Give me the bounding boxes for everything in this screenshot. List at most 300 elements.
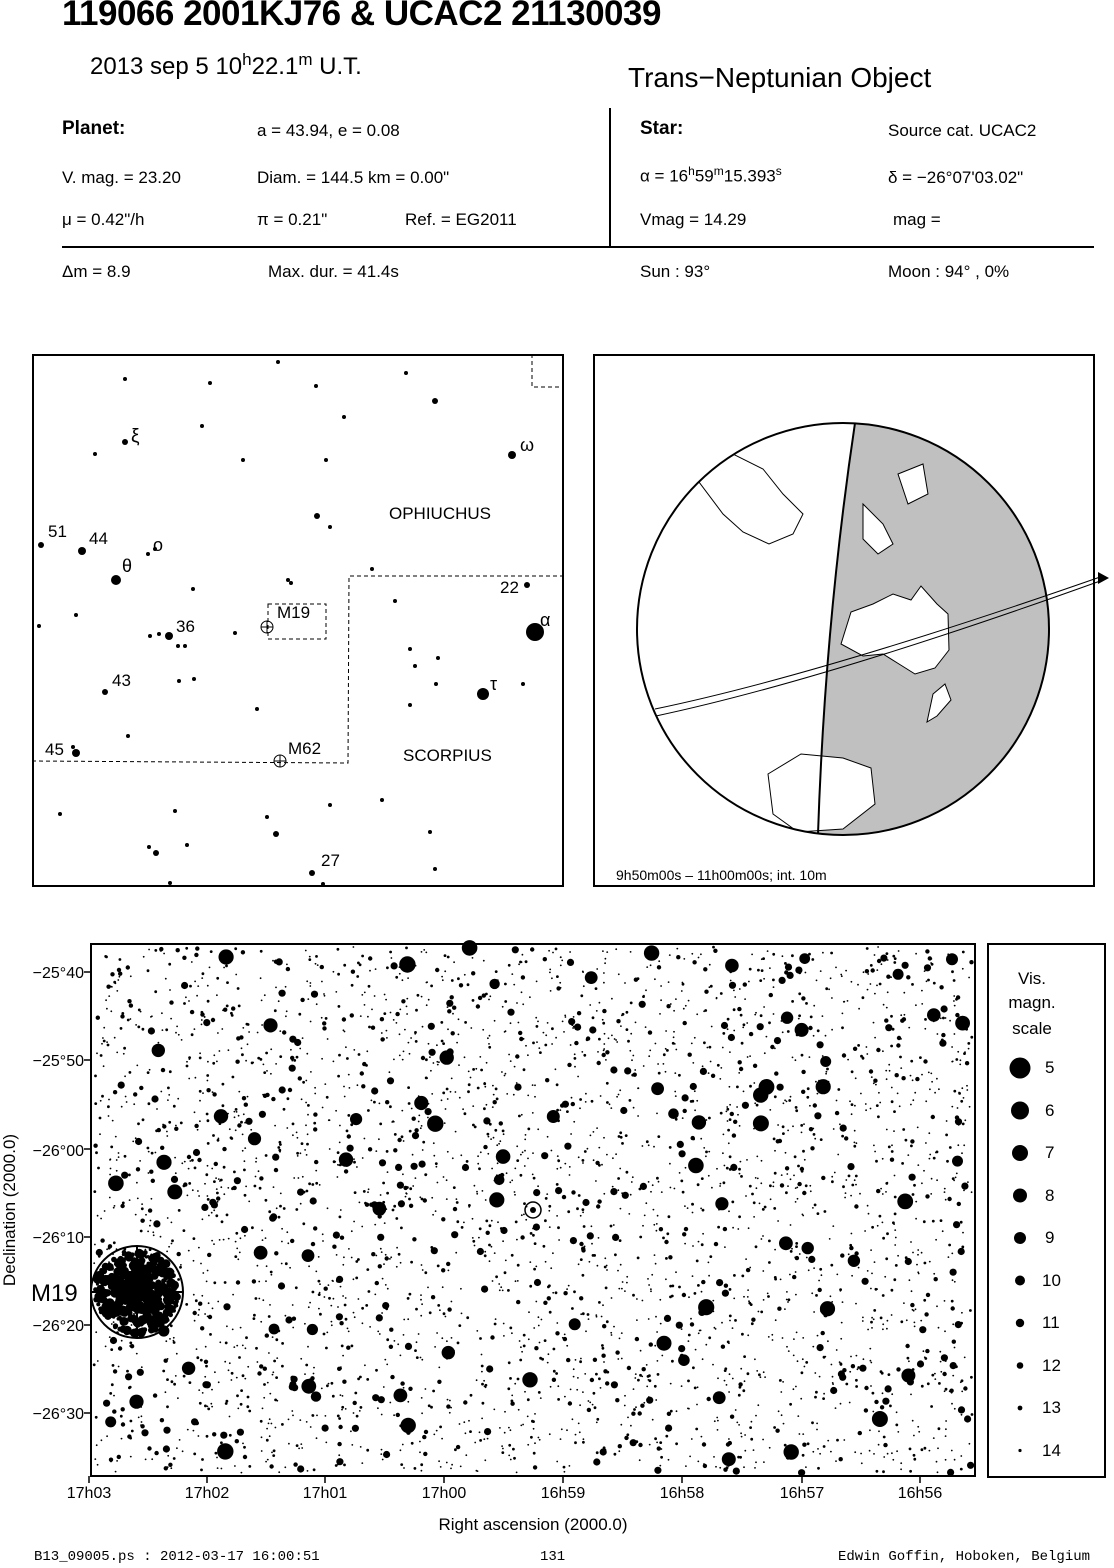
field-star <box>424 1271 427 1274</box>
field-star <box>245 1118 252 1125</box>
field-star <box>112 1364 115 1367</box>
field-star <box>880 1188 882 1190</box>
field-star <box>704 990 708 994</box>
field-star <box>224 1281 227 1284</box>
field-star <box>416 1341 418 1343</box>
field-star <box>126 965 130 969</box>
field-star <box>313 1468 316 1471</box>
field-star <box>431 1093 433 1095</box>
field-star <box>563 1031 565 1033</box>
field-star <box>207 1316 209 1318</box>
field-star <box>196 1348 198 1350</box>
field-star <box>520 1235 524 1239</box>
field-star <box>378 1138 380 1140</box>
field-star <box>676 948 678 950</box>
field-star <box>215 1214 218 1217</box>
field-star <box>840 1363 843 1366</box>
field-star <box>955 1118 962 1125</box>
field-star <box>721 1022 728 1029</box>
field-star <box>602 1019 604 1021</box>
cluster-star <box>160 1315 169 1324</box>
field-star <box>747 1289 749 1291</box>
field-star <box>236 1345 238 1347</box>
field-star <box>691 1136 695 1140</box>
field-star <box>820 1301 835 1316</box>
field-star <box>572 1418 574 1420</box>
field-star <box>468 1071 470 1073</box>
field-star <box>383 1263 385 1265</box>
field-star <box>913 1435 915 1437</box>
field-star <box>956 995 960 999</box>
field-star <box>119 958 122 961</box>
field-star <box>867 1329 869 1331</box>
field-star <box>734 996 736 998</box>
field-star <box>381 1414 383 1416</box>
field-star <box>527 1054 529 1056</box>
field-star <box>841 1026 844 1029</box>
field-star <box>177 1252 181 1256</box>
field-star <box>968 1048 970 1050</box>
delta-mag: Δm = 8.9 <box>62 262 131 281</box>
field-star <box>336 1313 343 1320</box>
field-star <box>437 1304 440 1307</box>
field-star <box>176 1353 178 1355</box>
field-star <box>757 1178 759 1180</box>
field-star <box>618 1288 620 1290</box>
field-star <box>596 1316 598 1318</box>
legend-dot <box>1010 1058 1031 1079</box>
field-star <box>322 1240 324 1242</box>
field-star <box>936 1461 938 1463</box>
field-star <box>389 1105 392 1108</box>
field-star <box>598 1237 600 1239</box>
field-star <box>151 1198 153 1200</box>
field-star <box>842 1185 845 1188</box>
field-star <box>504 1000 507 1003</box>
field-star <box>894 1213 897 1216</box>
field-star <box>329 1148 331 1150</box>
field-star <box>723 1468 727 1472</box>
field-star <box>910 1145 913 1148</box>
cluster-star <box>115 1263 117 1265</box>
field-star <box>348 1074 350 1076</box>
field-star <box>105 1416 116 1427</box>
field-star <box>855 1379 858 1382</box>
field-star <box>456 1445 460 1449</box>
field-star <box>590 1378 594 1382</box>
field-star <box>501 1071 503 1073</box>
map-star <box>428 830 432 834</box>
cluster-star <box>171 1273 176 1278</box>
field-star <box>441 1268 445 1272</box>
field-star <box>551 1043 553 1045</box>
field-star <box>138 1009 141 1012</box>
field-star <box>649 1342 653 1346</box>
field-star <box>461 1226 464 1229</box>
field-star <box>874 1037 876 1039</box>
field-star <box>129 1003 133 1007</box>
field-star <box>726 1106 728 1108</box>
field-star <box>178 1034 180 1036</box>
field-star <box>707 1047 709 1049</box>
field-star <box>396 1266 398 1268</box>
field-star <box>300 998 304 1002</box>
field-star <box>391 957 393 959</box>
field-star <box>753 1201 756 1204</box>
field-star <box>235 1108 238 1111</box>
field-star <box>113 1241 116 1244</box>
field-star <box>813 1103 817 1107</box>
field-star <box>823 1356 826 1359</box>
field-star <box>258 1170 260 1172</box>
field-star <box>272 1154 279 1161</box>
field-star <box>888 1064 890 1066</box>
field-star <box>695 1428 698 1431</box>
field-star <box>914 1092 916 1094</box>
field-star <box>552 952 554 954</box>
field-star <box>849 1402 851 1404</box>
field-star <box>196 995 198 997</box>
field-star <box>764 1052 766 1054</box>
field-star <box>886 1129 888 1131</box>
field-star <box>642 995 645 998</box>
field-star <box>800 1167 804 1171</box>
field-star <box>648 1030 652 1034</box>
field-star <box>130 1018 132 1020</box>
field-star <box>863 1358 865 1360</box>
field-star <box>567 959 574 966</box>
field-star <box>342 1017 346 1021</box>
field-star <box>281 1365 284 1368</box>
field-star <box>759 1203 761 1205</box>
field-star <box>283 1207 286 1210</box>
field-star <box>930 1073 932 1075</box>
field-star <box>204 1376 206 1378</box>
field-star <box>729 1086 731 1088</box>
field-star <box>845 1192 847 1194</box>
field-star <box>184 1161 186 1163</box>
field-star <box>263 1397 265 1399</box>
field-star <box>744 1450 746 1452</box>
field-star <box>287 1242 289 1244</box>
field-star <box>487 1037 489 1039</box>
field-star <box>453 1186 456 1189</box>
field-star <box>422 1149 424 1151</box>
legend-dot <box>1015 1276 1025 1286</box>
field-star <box>924 1312 928 1316</box>
field-star <box>611 1334 613 1336</box>
planet-reference: Ref. = EG2011 <box>405 210 517 229</box>
field-star <box>479 1431 481 1433</box>
field-star <box>624 1405 626 1407</box>
field-star <box>252 1279 256 1283</box>
field-star <box>592 1016 595 1019</box>
field-star <box>729 1155 732 1158</box>
field-star <box>896 1043 900 1047</box>
field-star <box>865 969 869 973</box>
field-star <box>477 1163 479 1165</box>
field-star <box>609 1103 611 1105</box>
field-star <box>278 1471 280 1473</box>
field-star <box>416 1356 419 1359</box>
field-star <box>912 1420 914 1422</box>
field-star <box>709 1255 712 1258</box>
field-star <box>822 1015 824 1017</box>
field-star <box>824 1210 827 1213</box>
field-star <box>950 1269 957 1276</box>
field-star <box>263 1064 265 1066</box>
field-star <box>925 949 929 953</box>
field-star <box>322 1233 324 1235</box>
field-star <box>635 1406 637 1408</box>
field-star <box>374 1294 376 1296</box>
field-star <box>639 1374 642 1377</box>
field-star <box>758 1311 760 1313</box>
field-star <box>327 1207 329 1209</box>
map-star <box>508 451 516 459</box>
field-star <box>426 1077 428 1079</box>
field-star <box>931 1115 935 1119</box>
map-star <box>111 575 121 585</box>
field-star <box>522 1151 524 1153</box>
field-star <box>595 1314 597 1316</box>
field-star <box>493 1137 495 1139</box>
field-star <box>222 1147 226 1151</box>
field-star <box>239 1035 243 1039</box>
map-star <box>524 582 530 588</box>
field-star <box>329 1119 331 1121</box>
field-star <box>353 1221 355 1223</box>
field-star <box>494 1252 496 1254</box>
field-star <box>721 1322 723 1324</box>
field-star <box>109 1197 111 1199</box>
field-star <box>442 1042 445 1045</box>
field-star <box>654 1385 657 1388</box>
field-star <box>268 1210 271 1213</box>
field-star <box>840 1253 844 1257</box>
map-star <box>321 882 325 886</box>
field-star <box>700 953 702 955</box>
field-star <box>292 1327 294 1329</box>
map-star <box>436 656 440 660</box>
field-star <box>470 1027 472 1029</box>
field-star <box>497 1221 499 1223</box>
field-star <box>827 1440 829 1442</box>
field-star <box>951 1450 953 1452</box>
field-star <box>934 1277 938 1281</box>
field-star <box>717 1377 719 1379</box>
field-star <box>399 1055 401 1057</box>
field-star <box>207 1080 209 1082</box>
field-star <box>543 1245 546 1248</box>
field-star <box>409 1187 412 1190</box>
field-star <box>727 1028 729 1030</box>
field-star <box>841 1135 844 1138</box>
field-star <box>501 1451 504 1454</box>
field-star <box>938 1088 940 1090</box>
field-star <box>857 1044 860 1047</box>
field-star <box>761 958 763 960</box>
field-star <box>731 1201 734 1204</box>
field-star <box>101 1095 104 1098</box>
field-star <box>451 1231 458 1238</box>
field-star <box>671 1285 674 1288</box>
field-star <box>522 1372 537 1387</box>
field-star <box>711 1187 713 1189</box>
field-star <box>136 1167 140 1171</box>
field-star <box>882 1050 884 1052</box>
field-star <box>350 1123 353 1126</box>
field-star <box>895 1264 898 1267</box>
field-star <box>949 1389 953 1393</box>
field-star <box>295 1208 298 1211</box>
field-star <box>119 976 121 978</box>
field-star <box>351 1230 353 1232</box>
field-star <box>915 1201 917 1203</box>
legend-mag-label: 5 <box>1045 1058 1055 1077</box>
field-star <box>954 1221 956 1223</box>
field-star <box>412 1185 414 1187</box>
field-star <box>916 1264 918 1266</box>
field-star <box>797 1182 801 1186</box>
field-star <box>386 1338 389 1341</box>
field-star <box>200 1012 204 1016</box>
field-star <box>959 1064 961 1066</box>
field-star <box>566 1358 570 1362</box>
field-star <box>226 981 229 984</box>
field-star <box>848 1255 860 1267</box>
field-star <box>678 1074 681 1077</box>
cluster-star <box>173 1293 181 1301</box>
field-star <box>534 1346 538 1350</box>
field-star <box>429 1056 431 1058</box>
field-star <box>885 1182 888 1185</box>
field-star <box>383 1012 386 1015</box>
field-star <box>93 1262 95 1264</box>
field-star <box>171 1176 178 1183</box>
field-star <box>716 1417 718 1419</box>
field-star <box>762 1235 764 1237</box>
field-star <box>544 1339 547 1342</box>
field-star <box>511 1332 513 1334</box>
field-star <box>411 1108 413 1110</box>
field-star <box>600 1095 602 1097</box>
field-star <box>679 1172 681 1174</box>
field-star <box>165 1028 168 1031</box>
field-star <box>729 1118 732 1121</box>
field-star <box>923 1059 927 1063</box>
field-star <box>665 1425 672 1432</box>
field-star <box>351 984 354 987</box>
field-star <box>355 1260 358 1263</box>
field-star <box>673 1036 675 1038</box>
field-star <box>901 1162 904 1165</box>
field-star <box>614 1453 617 1456</box>
field-star <box>415 1009 418 1012</box>
field-star <box>896 970 898 972</box>
field-star <box>534 1413 536 1415</box>
field-star <box>719 1467 721 1469</box>
field-star <box>411 1442 414 1445</box>
field-star <box>214 1371 216 1373</box>
field-star <box>183 1229 186 1232</box>
field-star <box>886 1328 888 1330</box>
field-star <box>573 1368 575 1370</box>
field-star <box>616 1096 618 1098</box>
cluster-star <box>113 1323 118 1328</box>
field-star <box>649 1379 652 1382</box>
field-star <box>318 1293 321 1296</box>
field-star <box>741 1333 744 1336</box>
field-star <box>600 1448 607 1455</box>
field-star <box>610 1332 612 1334</box>
field-star <box>786 1455 790 1459</box>
field-star <box>486 1365 493 1372</box>
field-star <box>162 1370 165 1373</box>
field-star <box>436 1430 438 1432</box>
field-star <box>232 1329 234 1331</box>
field-star <box>577 1011 581 1015</box>
field-star <box>823 1393 825 1395</box>
field-star <box>864 1408 868 1412</box>
field-star <box>160 1236 162 1238</box>
field-star <box>459 1423 461 1425</box>
field-star <box>593 1392 596 1395</box>
field-star <box>585 1093 587 1095</box>
field-star <box>954 1347 956 1349</box>
field-star <box>809 1056 811 1058</box>
field-star <box>874 1400 878 1404</box>
field-star <box>160 1146 164 1150</box>
label-m19: M19 <box>277 603 311 622</box>
field-star <box>375 1255 377 1257</box>
field-star <box>438 1367 440 1369</box>
map-star <box>328 803 332 807</box>
field-star <box>689 1456 691 1458</box>
field-star <box>682 982 684 984</box>
field-star <box>921 1182 923 1184</box>
field-star <box>859 1365 866 1372</box>
field-star <box>621 1358 623 1360</box>
field-star <box>601 1316 603 1318</box>
field-star <box>93 1144 97 1148</box>
field-star <box>163 1445 170 1452</box>
field-star <box>933 1437 935 1439</box>
field-star <box>534 1279 541 1286</box>
field-star <box>110 1246 112 1248</box>
field-star <box>103 1400 110 1407</box>
field-star <box>195 946 199 950</box>
field-star <box>520 1174 523 1177</box>
field-star <box>615 1350 619 1354</box>
star-field-chart <box>0 940 1114 1540</box>
field-star <box>825 1073 827 1075</box>
field-star <box>889 1405 892 1408</box>
field-star <box>829 1238 831 1240</box>
field-star <box>519 1359 522 1362</box>
field-star <box>848 1175 851 1178</box>
field-star <box>894 1244 896 1246</box>
field-star <box>427 1287 429 1289</box>
field-star <box>242 1443 244 1445</box>
field-star <box>191 961 193 963</box>
field-star <box>276 1400 278 1402</box>
field-star <box>909 1174 916 1181</box>
field-star <box>664 1343 668 1347</box>
field-star <box>174 1127 178 1131</box>
field-star <box>637 1087 639 1089</box>
field-star <box>817 1093 819 1095</box>
